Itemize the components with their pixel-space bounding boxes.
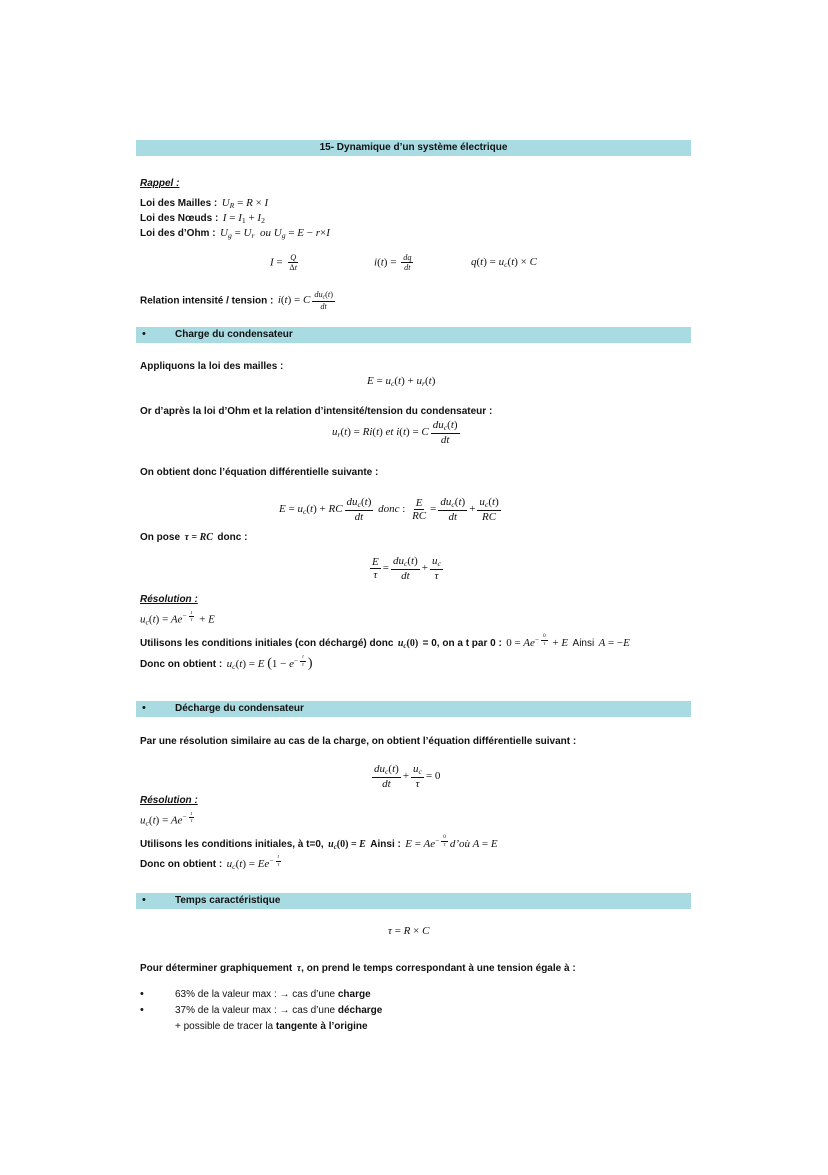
loi-ohm-label: Loi des d’Ohm :: [140, 228, 216, 239]
rappel-heading: Rappel :: [140, 178, 180, 189]
loi-noeuds-formula: $I = I_1 + I_2$: [222, 212, 265, 225]
formula-i-dq-dt: i(t) = $\frac{dq}{dt}$: [374, 253, 412, 273]
bullet-icon: •: [142, 702, 146, 714]
temps-graph-text-a: Pour déterminer graphiquement: [140, 963, 293, 974]
item1-text-c: charge: [337, 989, 371, 1000]
charge-eq-tau: $\frac{E}{\tau}$ = $\frac{du_c(t)}{dt}$ + $\frac{u_c}{\tau}$: [372, 555, 441, 582]
item3-text-b: tangente à l’origine: [275, 1021, 368, 1032]
title-band: [136, 140, 691, 156]
item1-text-b: cas d’une: [292, 989, 336, 1000]
decharge-initial-line: [140, 834, 498, 852]
decharge-result-label: Donc on obtient :: [140, 859, 223, 870]
item2-text-a: 37% de la valeur max :: [175, 1005, 277, 1016]
loi-ohm-line: [140, 223, 330, 241]
bullet-icon: •: [142, 894, 146, 906]
charge-eq-mailles: $E = u_c(t) + u_r(t)$: [367, 375, 436, 388]
charge-eqdiff-text: On obtient donc l’équation différentielle suivante :: [140, 467, 379, 478]
relation-line: [140, 290, 337, 312]
charge-result-formula: $u_c(t) = E$ ($1 - e^{- \frac{t}{\tau}}$ ): [226, 654, 313, 671]
temps-band: [136, 893, 691, 909]
charge-uc0: $u_c(0)$: [397, 638, 419, 650]
bullet-icon: •: [142, 328, 146, 340]
charge-result-label: Donc on obtient :: [140, 659, 223, 670]
decharge-resolution-heading: Résolution :: [140, 795, 198, 806]
temps-eq-tau: τ = R × C: [388, 925, 430, 937]
charge-eq-ohm: $u_r(t) = Ri(t)$ et i(t) = C $\frac{du_c(t)}{dt}$: [332, 419, 458, 446]
loi-noeuds-label: Loi des Nœuds :: [140, 213, 219, 224]
decharge-heading: Décharge du condensateur: [175, 703, 304, 714]
charge-pose-label: On pose: [140, 532, 181, 543]
bullet-icon: •: [140, 1004, 144, 1016]
decharge-solution-general: $u_c(t) = Ae^{- \frac{t}{\tau}}$: [140, 811, 193, 828]
item3-text-a: + possible de tracer la: [175, 1021, 274, 1032]
charge-ohm-text: Or d’après la loi d’Ohm et la relation d’intensité/tension du condensateur :: [140, 406, 493, 417]
page-title: 15- Dynamique d’un système électrique: [319, 142, 508, 153]
item2-text-b: cas d’une: [292, 1005, 336, 1016]
charge-mailles-text: Appliquons la loi des mailles :: [140, 361, 284, 372]
temps-graph-line: [140, 958, 576, 976]
arrow-icon: →: [279, 1005, 290, 1016]
decharge-similar-text: Par une résolution similaire au cas de la charge, on obtient l’équation différentielle suivant :: [140, 736, 577, 747]
charge-resolution-heading: Résolution :: [140, 594, 198, 605]
arrow-icon: →: [279, 989, 290, 1000]
charge-initial-formula: $0 = Ae^{- \frac{0}{\tau}}$ + E: [506, 633, 569, 649]
item1-text-a: 63% de la valeur max :: [175, 989, 277, 1000]
formula-i-q-dt: I = $\frac{Q}{\Delta t}$: [270, 253, 297, 273]
bullet-icon: •: [140, 988, 144, 1000]
relation-label: Relation intensité / tension :: [140, 295, 274, 307]
decharge-result-line: [140, 854, 283, 872]
formula-q-uc-c: $q(t) = u_c(t) \times C$: [471, 256, 537, 269]
charge-pose-formula: τ = RC: [184, 532, 213, 543]
decharge-uc0: $u_c(0) = E$: [328, 839, 366, 851]
loi-mailles-formula: $U_R = R \times I$: [221, 197, 269, 210]
decharge-result-formula: $u_c(t) = Ee^{- \frac{t}{\tau}}$: [226, 854, 280, 871]
temps-graph-text-b: , on prend le temps correspondant à une tension égale à :: [301, 963, 576, 974]
decharge-eq-diff: $\frac{du_c(t)}{dt}$ + $\frac{u_c}{\tau}$ = 0: [374, 763, 441, 790]
decharge-band: [136, 701, 691, 717]
charge-ainsi-formula: A = −E: [598, 637, 630, 649]
loi-ohm-formula: $U_g = U_r$ ou $U_g = E - r\times I$: [220, 227, 330, 240]
charge-solution-general: $u_c(t) = Ae^{- \frac{t}{\tau}}$ + E: [140, 610, 215, 627]
charge-initial-line: [140, 633, 630, 651]
charge-initial-text: Utilisons les conditions initiales (con déchargé) donc: [140, 638, 394, 649]
temps-item-3: [175, 1021, 368, 1032]
decharge-initial-text: Utilisons les conditions initiales, à t=0,: [140, 839, 324, 850]
charge-pose-line: [140, 527, 247, 545]
temps-heading: Temps caractéristique: [175, 895, 281, 906]
temps-tau-symbol: τ: [296, 963, 302, 974]
charge-initial-mid: = 0, on a t par 0 :: [422, 638, 502, 649]
decharge-ainsi-formula: $E = Ae^{- \frac{0}{\tau}}$ d’où A = E: [405, 834, 498, 850]
charge-ainsi: Ainsi: [572, 638, 595, 649]
charge-result-line: [140, 654, 313, 672]
relation-formula: i(t) = C $\frac{du_c(t)}{dt}$: [277, 290, 333, 312]
loi-mailles-label: Loi des Mailles :: [140, 198, 218, 209]
charge-band: [136, 327, 691, 343]
decharge-ainsi: Ainsi :: [370, 839, 401, 850]
charge-heading: Charge du condensateur: [175, 329, 293, 340]
item2-text-c: décharge: [337, 1005, 383, 1016]
charge-eq-diff: $E = u_c(t)$ + RC $\frac{du_c(t)}{dt}$ donc : $\frac{E}{RC}$ = $\frac{du_c(t)}{dt}$ + $\frac{u_c(t)}{RC}$: [279, 496, 499, 523]
charge-pose-donc: donc :: [217, 532, 248, 543]
